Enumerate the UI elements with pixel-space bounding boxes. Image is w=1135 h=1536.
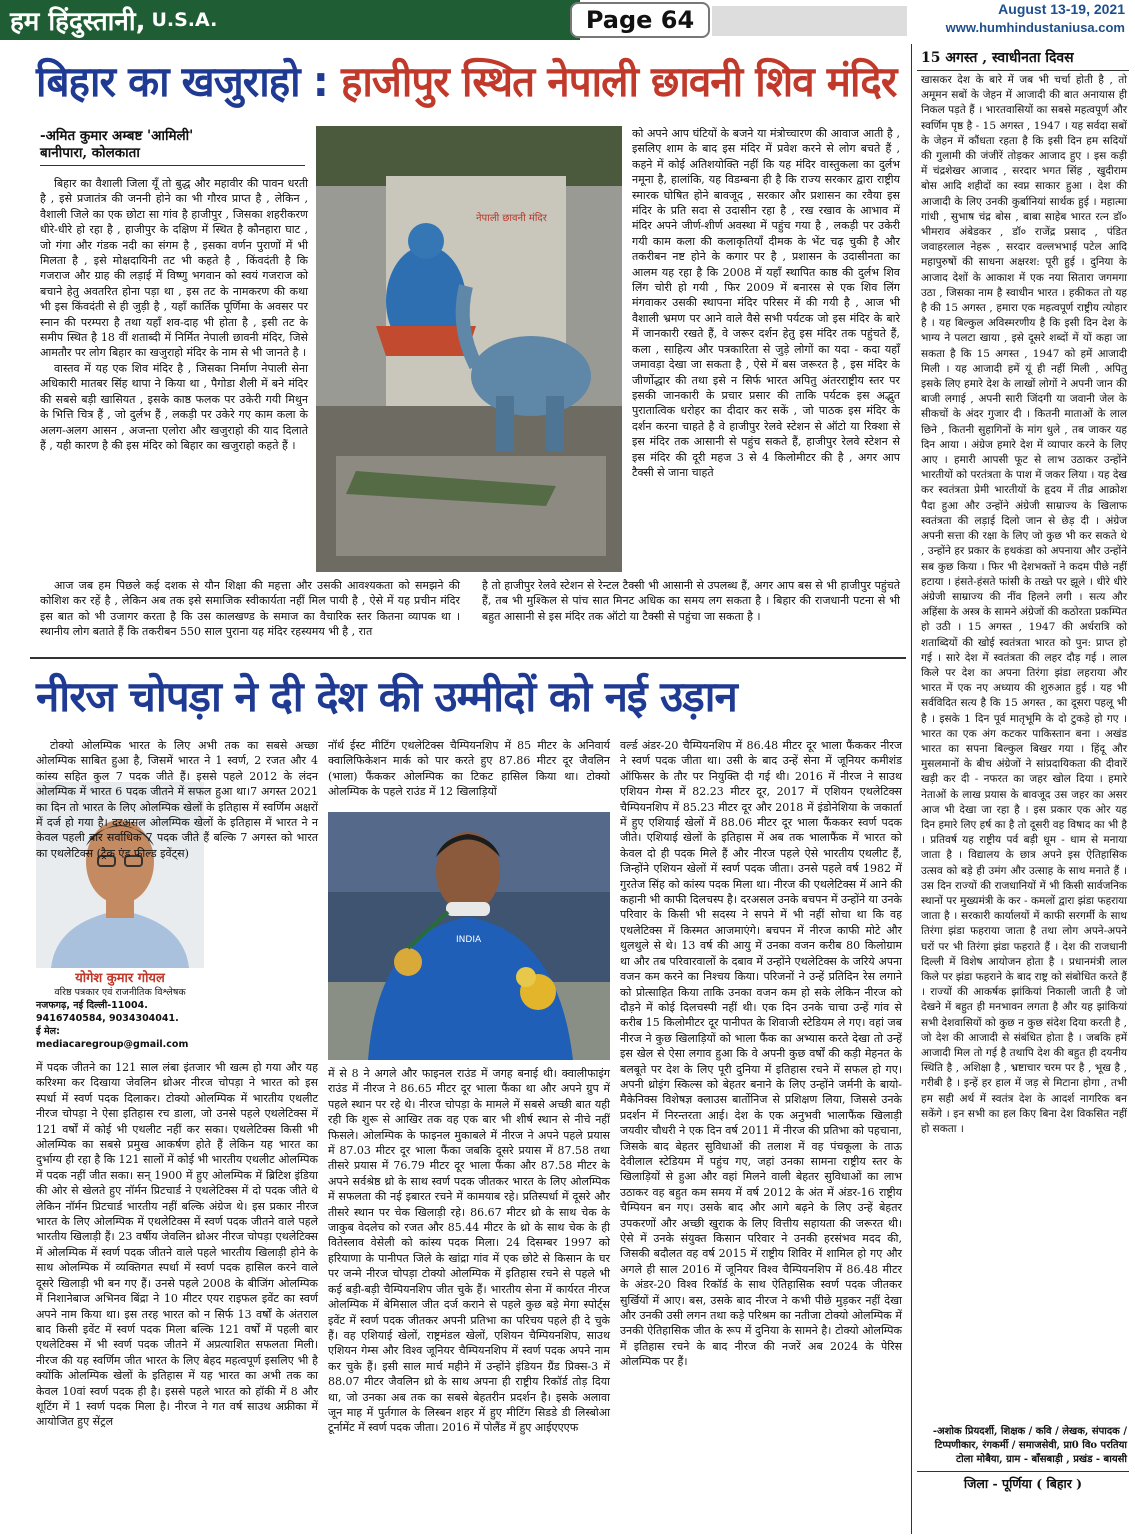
website-link[interactable]: www.humhindustaniusa.com — [945, 20, 1125, 35]
article1-byline — [40, 128, 193, 162]
article2-col1 — [36, 1060, 318, 1532]
sidebar-title: 15 अगस्त , स्वाधीनता दिवस — [917, 46, 1129, 71]
article2-col1-intro — [36, 738, 318, 860]
paragraph: वर्ल्ड अंडर-20 चैम्पियनशिप में 86.48 मीटर दूर भाला फैंककर नीरज ने स्वर्ण पदक जीता था। उसी के बाद उन्हें सेना में जूनियर कमीशंड ऑफिसर के तौर पर नियुक्ति दी गई थी। 2016 में नीरज ने साउथ एशियन गेम्स में 82.23 मीटर दूर, 2017 में एशियन एथलेटिक्स चैम्पियनशिप में 85.23 मीटर दूर और 2018 में इंडोनेशिया के जकार्ता में हुए एशियाई खेलों में 88.06 मीटर दूर भाला फैंककर स्वर्ण पदक जीते। एशियाई खेलों के इतिहास में अब तक भालाफैंक में भारत को केवल दो ही पदक मिले हैं और नीरज पहले ऐसे भारतीय एथलीट हैं, जिन्होंने एशियन खेलों में स्वर्ण पदक जीता। उनसे पहले वर्ष 1982 में गुरतेज सिंह को कांस्य पदक मिला था। नीरज की एथलेटिक्स में आने की कहानी भी काफी दिलचस्प है। दरअसल उनके बचपन में उन्होंने या उनके परिवार के किसी भी सदस्य ने सपने में भी नहीं सोचा था कि वह एथलेटिक्स में किस्मत आजमाएंगे। बचपन में नीरज काफी मोटे और थुलथुले से थे। 13 वर्ष की आयु में उनका वजन करीब 80 किलोग्राम था और तब परिवारवालों के दबाव में उन्होंने एथलेटिक्स के जरिये अपना वजन कम करने का निश्चय किया। परिजनों ने उन्हें प्रतिदिन रेस लगाने को प्रोत्साहित किया ताकि उनका वजन कम हो सके लेकिन नीरज को दौड़ने में कोई दिलचस्पी नहीं थी। एक दिन उनके चाचा उन्हें गांव से करीब 15 किलोमीटर दूर पानीपत के शिवाजी स्टेडियम ले गए। वहां जब नीरज ने कुछ खिलाड़ियों को भाला फैंक का अभ्यास करते देखा तो उन्हें इस खेल से ऐसा लगाव हुआ कि वे अपनी कुछ वर्षों की कड़ी मेहनत के बलबूते पर देश के लिए पूरी दुनिया में इतिहास रचने में सफल हो गए। अपनी थ्रोइंग स्किल्स को बेहतर बनाने के लिए उन्होंने जर्मनी के बायो-मैकेनिक्स विशेषज्ञ क्लाउस बार्तोनिज से प्रशिक्षण लिया, जिससे उनके प्रदर्शन में निरन्तरता आई। देश के एक अनुभवी भालाफैंक खिलाड़ी जयवीर चौधरी ने एक दिन वर्ष 2011 में नीरज की प्रतिभा को पहचाना, जिसके बाद बेहतर सुविधाओं की तलाश में वह पंचकूला के ताऊ देवीलाल स्टेडियम में पहुंच गए, जहां उनका सामना राष्ट्रीय स्तर के खिलाड़ियों से हुआ और वहां मिलने वाली बेहतर सुविधाओं का लाभ उठाकर वह बहुत कम समय में वर्ष 2012 के अंत में अंडर-16 राष्ट्रीय चैम्पियन बन गए। उसके बाद और आगे बढ़ने के लिए उन्हें बेहतर उपकरणों और अच्छी खुराक के लिए वित्तीय सहायता की जरूरत थी। ऐसे में उनके संयुक्त किसान परिवार ने उनकी हरसंभव मदद की, जिसकी बदौलत वह वर्ष 2015 में राष्ट्रीय शिविर में शामिल हो गए और अगले ही साल 2016 में जूनियर विश्व चैम्पियनशिप में 86.48 मीटर के अंडर-20 विश्व रिकॉर्ड के साथ ऐतिहासिक स्वर्ण पदक जीतकर सुर्खियों में आए। बस, उसके बाद नीरज ने कभी पीछे मुड़कर नहीं देखा और उनकी उसी लगन तथा कड़े परिश्रम का नतीजा टोक्यो ओलम्पिक में उनकी ऐतिहासिक जीत के रूप में दुनिया के सामने है। टोक्यो ओलम्पिक में इतिहास रचने के बाद नीरज की नजरें अब 2024 के पेरिस ओलम्पिक पर हैं। — [620, 739, 902, 1369]
page-header — [0, 0, 1135, 40]
article2-headline: नीरज चोपड़ा ने दी देश की उम्मीदों को नई उड़ान — [36, 672, 737, 721]
sidebar-divider — [911, 44, 912, 1534]
article1-bottom-right — [482, 578, 900, 650]
sidebar-body: खासकर देश के बारे में जब भी चर्चा होती है , तो अमूमन सबों के जेहन में आजादी की बात अनायास ही निकल पड़ते हैं । भारतवासियों का सबसे महत्वपूर्ण और स्वर्णिम पृष्ठ है - 15 अगस्त , 1947 । यह सर्वदा सबों के जेहन में कौंधता रहता है कि इसी दिन हम सदियों की गुलामी की जंजीरें तोड़कर आजाद हुए । इस कड़ी में चंद्रशेखर आजाद , सरदार भगत सिंह , खुदीराम बोस आदि शहीदों का स्वप्न साकार हुआ । देश की आजादी के लिए उनकी कुर्बानियां सार्थक हुई । महात्मा गांधी , सुभाष चंद्र बोस , बाबा साहेब भारत रत्न डॉ० भीमराव अंबेडकर , डॉ० राजेंद्र प्रसाद , पंडित जवाहरलाल नेहरू , सरदार वल्लभभाई पटेल आदि महापुरुषों की साधना अक्षरश: पूरी हुई । दुनिया के आजाद देशों के आकाश में एक नया सितारा जगमगा उठा , जिसका नाम है स्वाधीन भारत । हकीकत तो यह है की 15 अगस्त , हमारा एक महत्वपूर्ण राष्ट्रीय त्योहार है । यह बिल्कुल अविस्मरणीय है कि इसी दिन देश के भाग्य ने पलटा खाया , इसे दूसरे शब्दों में यों कहा जा सकता है कि 15 अगस्त , 1947 को हमें आजादी मिली । यह आजादी हमें यूं ही नहीं मिली , अपितु इसके लिए हमारे देश के लाखों लोगों ने अपनी जान की बाजी लगाई , अपनी सारी जिंदगी या जवानी जेल के सीकचों के अंदर गुजार दी । कितनी माताओं के लाल छिने , कितनी सुहागिनों के मांग धुले , तब जाकर यह दिन आया । अंग्रेज हमारे देश में व्यापार करने के लिए आए । हमारी आपसी फूट से लाभ उठाकर उन्होंने भारतीयों को परतंत्रता के पाश में जकर लिया । यह देख कर स्वतंत्रता प्रेमी भारतीयों के हृदय में तीव्र आक्रोश पैदा हुआ और उन्होंने अंग्रेजी साम्राज्य के खिलाफ स्वतंत्रता की लड़ाई दिलो जान से छेड़ दी । अंग्रेज अपनी सत्ता की रक्षा के लिए जो कुछ भी कर सकते थे , उन्होंने हर प्रकार के हथकंडा को अपनाया और उन्होंने सब कुछ किया । फिर भी देशभक्तों ने कदम पीछे नहीं हटाया । हंसते-हंसते फांसी के तख्ते पर झूले । धीरे धीरे अंग्रेजी साम्राज्य की नींव हिलने लगी । सत्य और अहिंसा के अस्त्र के सामने अंग्रेजों की कठोरता प्रकम्पित हो उठी । 15 अगस्त , 1947 की अर्धरात्रि को शताब्दियों की खोई स्वतंत्रता भारत को पुन: प्राप्त हो गई । सारे देश में स्वतंत्रता की लहर दौड़ गई । लाल किले पर देश का अपना तिरंगा झंडा लहराया और भारत में एक नए अध्याय की शुरुआत हुई । यह भी सर्वविदित सत्य है कि 15 अगस्त , का दूसरा पहलू भी है । इसके 1 दिन पूर्व मातृभूमि के दो टुकड़े हो गए । भारत का एक अंग कटकर पाकिस्तान बना । अखंड भारत का सपना बिल्कुल बिखर गया । हिंदू और मुसलमानों के बीच अंग्रेजों ने सांप्रदायिकता की दीवारें खड़ी कर दी - नफरत का जहर खोल दिया । हमारे नेताओं के लाख प्रयास के बावजूद उस जहर का असर आज भी देखा जा रहा है । इस प्रकार एक ओर यह दिन हमारे लिए हर्ष का है तो दूसरी वह विषाद का भी है । प्रतिवर्ष यह राष्ट्रीय पर्व बड़ी धूम - धाम से मनाया जाता है । विद्यालय के छात्र अपने इस ऐतिहासिक उत्सव को बड़े ही उमंग और उत्साह के साथ मनाते हैं । उस दिन राज्यों की राजधानियों में भी किसी सार्वजनिक स्थानों पर मुख्यमंत्री के कर - कमलों द्वारा झंडा फहराया जाता है । सरकारी कार्यालयों में काफी सरगर्मी के साथ तिरंगा झंडा फहराया जाता है तथा लोग अपने-अपने घरों पर भी तिरंगा झंडा फहराते हैं । देश की राजधानी दिल्ली में विशेष आयोजन होता है । प्रधानमंत्री लाल किले पर झंडा फहराने के बाद राष्ट्र को संबोधित करते हैं । राज्यों की आकर्षक झांकियां निकाली जाती है जो देखने में बहुत ही मनभावन लगता है और यह झांकियां सभी देशवासियों को कुछ न कुछ संदेश दिया करती है , जो देश की आजादी से संबंधित होता है । जबकि हमें आजादी मिल तो गई है तथापि देश की बहुत ही दयनीय स्थिति है , अशिक्षा है , भ्रष्टाचार चरम पर है , भूख है , गरीबी है । इन्हें हर हाल में जड़ से मिटाना होगा , तभी हम सही अर्थ में स्वतंत्र देश के आदर्श नागरिक बन सकेंगे । इन सभी का हल किए बिना देश विकसित नहीं हो सकता । — [921, 74, 1127, 1136]
sidebar-article — [917, 46, 1129, 1532]
page-number: Page 64 — [570, 2, 710, 38]
paragraph: टोक्यो ओलम्पिक भारत के लिए अभी तक का सबसे अच्छा ओलम्पिक साबित हुआ है, जिसमें भारत ने 1 स्वर्ण, 2 रजत और 4 कांस्य सहित कुल 7 पदक जीते हैं। इससे पहले 2012 के लंदन ओलम्पिक में भारत 6 पदक जीतने में सफल हुआ था।7 अगस्त 2021 का दिन तो भारत के लिए ओलम्पिक खेलों के इतिहास में स्वर्णिम अक्षरों में दर्ज हो गया है। दरअसल ओलम्पिक खेलों के इतिहास में भारत ने न केवल पहली बार सर्वाधिक 7 पदक जीते हैं बल्कि 7 अगस्त को भारत का एथलेटिक्स (ट्रैक एंड फील्ड इवेंट्स) — [36, 739, 318, 860]
jersey-text: INDIA — [456, 935, 482, 945]
issue-date: August 13-19, 2021 — [998, 1, 1125, 17]
paper-usa: U.S.A. — [151, 9, 218, 31]
author-caption — [36, 968, 204, 1051]
masthead — [0, 0, 580, 40]
sidebar-signature: -अशोक प्रियदर्शी, शिक्षक / कवि / लेखक, संपादक / टिप्पणीकार, रंगकर्मी / समाजसेवी, प्रा0 विo परतिया टोला मोबैया, ग्राम - बाँसबाड़ी , प्रखंड - बायसी — [932, 1426, 1127, 1465]
paragraph: में से 8 ने अगले और फाइनल राउंड में जगह बनाई थी। क्वालीफाइंग राउंड में नीरज ने 86.65 मीटर दूर भाला फैंका था और अपने ग्रुप में पहले स्थान पर रहे थे। नीरज चोपड़ा के मामले में सबसे अच्छी बात यही रही कि शुरू से आखिर तक वह एक बार भी शीर्ष स्थान से नीचे नहीं फिसले। ओलम्पिक के फाइनल मुकाबले में नीरज ने अपने पहले प्रयास में 87.03 मीटर दूर भाला फैंका जबकि दूसरे प्रयास में 87.58 तथा तीसरे प्रयास में 76.79 मीटर दूर भाला फैंका और 87.58 मीटर के अपने सर्वश्रेष्ठ थ्रो के साथ स्वर्ण पदक जीतकर भारत के लिए ओलम्पिक में सफलता की नई इबारत रचने में कामयाब रहे। प्रतिस्पर्धा में दूसरे और तीसरे स्थान पर चेक खिलाड़ी रहे। 86.67 मीटर थ्रो के साथ चेक के जाकुब वेदलेच को रजत और 85.44 मीटर के थ्रो के साथ चेक के ही वितेस्लाव वेसेली को कांस्य पदक मिला। 24 दिसम्बर 1997 को हरियाणा के पानीपत जिले के खांद्रा गांव में एक छोटे से किसान के घर पर जन्मे नीरज चोपड़ा टोक्यो ओलम्पिक में इतिहास रचने से पहले भी कई बड़ी-बड़ी चैम्पियनशिप जीत चुके हैं। भारतीय सेना में कार्यरत नीरज ओलम्पिक में बेमिसाल जीत दर्ज कराने से पहले कुछ बड़े मेगा स्पोर्ट्स इवेंट में स्वर्ण पदक जीतकर अपनी प्रतिभा का परिचय पहले ही दे चुके हैं। वह एशियाई खेलों, राष्ट्रमंडल खेलों, एशियन चैम्पियनशिप, साउथ एशियन गेम्स और विश्व जूनियर चैम्पियनशिप में स्वर्ण पदक अपने नाम कर चुके हैं। इसी साल मार्च महीने में उन्होंने इंडियन ग्रैंड प्रिक्स-3 में 88.07 मीटर जैवलिन थ्रो के साथ अपना ही राष्ट्रीय रिकॉर्ड तोड़ दिया था, जो उनका अब तक का सबसे बेहतरीन प्रदर्शन है। इसके अलावा जून माह में पुर्तगाल के लिस्बन शहर में हुए मीटिंग सिडडे डी लिस्बोआ टूर्नामेंट में स्वर्ण पदक जीता। 2016 में पोलैंड में हुए आईएएएफ — [328, 1067, 610, 1435]
article2-col2 — [328, 1066, 610, 1532]
author-location: बानीपारा, कोलकाता — [40, 145, 140, 161]
article2-col3 — [620, 738, 902, 1532]
paragraph: बिहार का वैशाली जिला यूँ तो बुद्ध और महावीर की पावन धरती है , इसे प्रजातंत्र की जननी होने का भी गौरव प्राप्त है , लेकिन , वैशाली जिले का एक छोटा सा गांव है हाजीपुर , जिसका शहरीकरण धीरे-धीरे हो रहा है , हाजीपुर के दक्षिण में स्थित है कौनहारा घाट , जो गंगा और गंडक नदी का संगम है , इसका वर्णन पुराणों में भी मिलता है , इसे मोक्षदायिनी तट भी कहते है , किंवदंती है कि गजराज और ग्राह की लड़ाई में विष्णु भगवान को स्वयं गजराज को बचाने हेतु अवतरित होना पड़ा था , इस तट के नामकरण की कथा भी इस किंवदंती से ही जुड़ी है , यहाँ कार्तिक पूर्णिमा के अवसर पर स्नान की परम्परा है तथा यहाँ शव-दाह भी होता है , इसी तट के समीप स्थित है 18 वीं शताब्दी में निर्मित नेपाली छावनी मंदिर, जिसे आमतौर पर लोग बिहार का खजुराहो मंदिर के नाम से भी जानते है । — [40, 177, 308, 360]
author-email[interactable]: ई मेल: mediacaregroup@gmail.com — [36, 1026, 189, 1050]
paragraph: है तो हाजीपुर रेलवे स्टेशन से रेन्टल टैक्सी भी आसानी से उपलब्ध हैं, अगर आप बस से भी हाजीपुर पहुंचते हैं, तब भी मुश्किल से पांच सात मिनट अधिक का समय लग सकता है । बिहार की राजधानी पटना से भी बहुत आसानी से इस मंदिर तक ऑटो या टैक्सी से पहुंचा जा सकता है । — [482, 579, 900, 623]
author-name: -अमित कुमार अम्बष्ट 'आमिली' — [40, 128, 194, 144]
header-band — [712, 6, 907, 36]
paragraph: नॉर्थ ईस्ट मीटिंग एथलेटिक्स चैम्पियनशिप में 85 मीटर के अनिवार्य क्वालिफिकेशन मार्क को पार करते हुए 87.86 मीटर दूर जैवलिन (भाला) फैंककर ओलम्पिक का टिकट हासिल किया था। टोक्यो ओलम्पिक के पहले राउंड में 12 खिलाड़ियों — [328, 739, 610, 799]
paragraph: में पदक जीतने का 121 साल लंबा इंतजार भी खत्म हो गया और यह करिश्मा कर दिखाया जेवलिन थ्रोअर नीरज चोपड़ा ने भारत को इस स्पर्धा में स्वर्ण पदक दिलाकर। टोक्यो ओलम्पिक में भारतीय एथलीट नीरज चोपड़ा ने ऐसा इतिहास रच डाला, जो उनसे पहले एथलेटिक्स में 121 वर्षों में कोई भी एथलीट नहीं कर सका। एथलेटिक्स किसी भी ओलम्पिक का सबसे प्रमुख आकर्षण होते हैं लेकिन यह भारत का दुर्भाग्य ही रहा है कि 121 सालों में कोई भी भारतीय एथलीट ओलम्पिक में पदक नहीं जीत सका। सन् 1900 में हुए ओलम्पिक में ब्रिटिश इंडिया की ओर से खेलते हुए नॉर्मन प्रिटचार्ड ने एथलेटिक्स में दो पदक जीते थे लेकिन नॉर्मन प्रिटचार्ड भारतीय नहीं बल्कि अंग्रेज थे। इस प्रकार नीरज भारत के लिए ओलम्पिक में एथलेटिक्स में स्वर्ण पदक जीतने वाले पहले भारतीय खिलाड़ी हैं। 23 वर्षीय जेवलिन थ्रोअर नीरज चोपड़ा एथलेटिक्स में ओलम्पिक में स्वर्ण पदक जीतने वाले पहले भारतीय खिलाड़ी होने के साथ ओलम्पिक में व्यक्तिगत स्पर्धा में स्वर्ण पदक हासिल करने वाले दूसरे खिलाड़ी भी बन गए हैं। उनसे पहले 2008 के बीजिंग ओलम्पिक में निशानेबाज अभिनव बिंद्रा ने 10 मीटर एयर राइफल इवेंट का स्वर्ण अपने नाम किया था। इस तरह भारत को न सिर्फ 13 वर्षों के अंतराल बाद किसी इवेंट में स्वर्ण पदक मिला बल्कि 121 वर्षों में पहली बार एथलेटिक्स में भी स्वर्ण पदक जीतने में अप्रत्याशित सफलता मिली। नीरज की यह स्वर्णिम जीत भारत के लिए बेहद महत्वपूर्ण इसलिए भी है क्योंकि ओलम्पिक खेलों के इतिहास में यह भारत का अभी तक का केवल 10वां स्वर्ण पदक ही है। इससे पहले भारत को हॉकी में 8 और शूटिंग में 1 स्वर्ण पदक मिला है। नीरज ने गत वर्ष साउथ अफ्रीका में आयोजित हुए सेंट्रल — [36, 1061, 318, 1429]
article1-bottom-left — [40, 578, 460, 650]
paragraph: आज जब हम पिछले कई दशक से यौन शिक्षा की महत्ता और उसकी आवश्यकता को समझने की कोशिश कर रहें है , लेकिन अब तक इसे समाजिक स्वीकार्यता नहीं मिल पायी है , ऐसे में यह प्रचीन मंदिर इस बात को भी उजागर करता है कि उस कालखण्ड के समाज का वैचारिक स्तर कितना व्यापक था । स्थानीय लोग बताते हैं कि तकरीबन 550 साल पुराना यह मंदिर रहस्यमय भी है , रात — [40, 579, 460, 639]
paragraph: को अपने आप घंटियों के बजने या मंत्रोच्चारण की आवाज आती है , इसलिए शाम के बाद इस मंदिर में प्रवेश करने से लोग बचते हैं , कहने में कोई अतिशयोक्ति नहीं कि यह मंदिर वास्तुकला का दुर्लभ नमूना है, हालांकि, यह विडम्बना ही है कि राज्य सरकार द्वारा राष्ट्रीय स्मारक घोषित होने बावजूद , सरकार और प्रशासन का रवैया इस मंदिर के प्रति सदा से उदासीन रहा है , रख रखाव के आभाव में मंदिर अपने जीर्ण-शीर्ण अवस्था में पहुंच गया है , लकड़ी पर उकेरी गयी काम कला की कलाकृतियाँ दीमक के भेंट चढ़ चुकी है और तकरीबन नष्ट होने के कगार पर है , प्रशासन के उदासीनता का आलम यह रहा है कि 2008 में यहाँ स्थापित काष्ठ की दुर्लभ शिव लिंग चोरी हो गयी , फिर 2009 में बनारस से एक शिव लिंग मंगवाकर उसकी स्थापना मंदिर परिसर में की गयी है , आज भी वैशाली भ्रमण पर आने वाले वैसे सभी पर्यटक जो इस मंदिर के बारे में जानकारी रखते हैं, वे जरूर दर्शन हेतु इस मंदिर तक पहुंचते हैं, कला , साहित्य और पत्रकारिता से जुड़े लोगों का यदा - कदा यहाँ जमावड़ा देखा जा सकता है , ऐसे में बस जरूरत है , इस मंदिर के जीर्णोद्धार की तथा इसे न सिर्फ भारत अपितु अंतरराष्ट्रीय स्तर पर इसकी जानकारी के प्रचार प्रसार की ताकि पर्यटक इस अद्भुत पुरातात्विक धरोहर का दीदार कर सकें , जो पाठक इस मंदिर के दर्शन करना चाहते है वे हाजीपुर रेलवे स्टेशन से ऑटो या रिक्शा से इस मंदिर तक आसानी से पहुंच सकते हैं, हाजीपुर रेलवे स्टेशन से इस मंदिर की दूरी महज 3 से 4 किलोमीटर की है , अगर आप टैक्सी से जाना चाहते — [632, 127, 900, 479]
athlete-photo — [328, 812, 610, 1060]
headline-part-2: हाजीपुर स्थित नेपाली छावनी शिव मंदिर — [327, 57, 897, 106]
author-city: नजफगढ़, नई दिल्ली-11004. — [36, 1000, 148, 1011]
author-role: वरिष्ठ पत्रकार एवं राजनीतिक विश्लेषक — [54, 987, 186, 998]
section-divider — [30, 657, 906, 659]
paper-name: हम हिंदुस्तानी, — [10, 7, 146, 37]
author-name: योगेश कुमार गोयल — [75, 971, 165, 986]
temple-photo — [316, 126, 622, 572]
article2-col2-top — [328, 738, 610, 806]
photo-inscription: नेपाली छावनी मंदिर — [476, 213, 547, 224]
divider — [40, 165, 305, 166]
article1-headline — [36, 52, 896, 109]
sidebar-footer: जिला - पूर्णिया ( बिहार ) — [917, 1471, 1129, 1492]
author-phone: 9416740584, 9034304041. — [36, 1013, 179, 1024]
article1-col1 — [40, 176, 308, 562]
article1-col3 — [632, 126, 900, 574]
headline-part-1: बिहार का खजुराहो : — [36, 57, 328, 106]
paragraph: वास्तव में यह एक शिव मंदिर है , जिसका निर्माण नेपाली सेना अधिकारी मातबर सिंह थापा ने किया था , पैगोडा शैली में बने मंदिर की सबसे बड़ी खासियत , इसके काष्ठ फलक पर उकेरी गयी मिथुन के भित्ति चित्र हैं , जो दुर्लभ हैं , लकड़ी पर उकेरे गए काम कला के अलग-अलग आसन , अजन्ता एलोरा और खजुराहो की याद दिलाते हैं , यही कारण है की इस मंदिर को बिहार का खजुराहो कहते हैं । — [40, 361, 308, 452]
